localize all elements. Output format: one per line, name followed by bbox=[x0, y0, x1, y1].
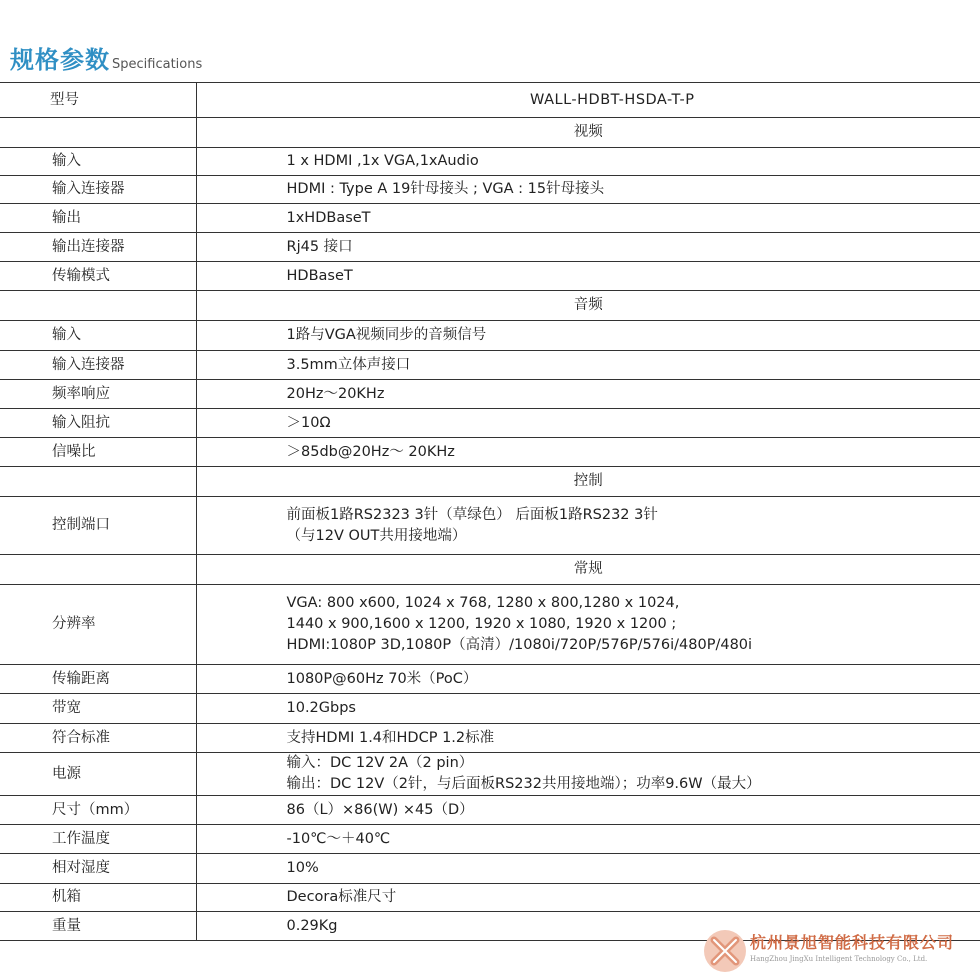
spec-value-line: VGA: 800 x600, 1024 x 768, 1280 x 800,1280 x 1024, bbox=[286, 595, 680, 611]
spec-label: 传输距离 bbox=[0, 665, 196, 694]
spec-label: 分辨率 bbox=[0, 585, 196, 665]
spec-value bbox=[196, 753, 980, 796]
spec-label: 机箱 bbox=[0, 884, 196, 912]
spec-value-line: 1路与VGA视频同步的音频信号 bbox=[286, 327, 487, 343]
spec-value-line: 20Hz～20KHz bbox=[286, 385, 385, 402]
section-title: 音频 bbox=[196, 291, 980, 321]
spec-label: 输入连接器 bbox=[0, 351, 196, 380]
spec-value-line: 输入：DC 12V 2A（2 pin） bbox=[286, 755, 474, 771]
spec-row bbox=[0, 585, 980, 665]
spec-value-line: 86（L）×86(W) ×45（D） bbox=[286, 801, 474, 818]
spec-row bbox=[0, 351, 980, 380]
spec-label: 输入 bbox=[0, 148, 196, 176]
spec-label: 控制端口 bbox=[0, 497, 196, 555]
spec-value bbox=[196, 262, 980, 291]
page-heading bbox=[10, 40, 202, 75]
spec-value-line: ＞10Ω bbox=[286, 414, 331, 431]
spec-value bbox=[196, 351, 980, 380]
spec-value bbox=[196, 694, 980, 724]
spec-value bbox=[196, 176, 980, 204]
section-header-row bbox=[0, 118, 980, 148]
section-title: 常规 bbox=[196, 555, 980, 585]
spec-label: 尺寸（mm） bbox=[0, 796, 196, 825]
spec-row bbox=[0, 176, 980, 204]
spec-value-line: Decora标准尺寸 bbox=[286, 889, 397, 905]
heading-title-en: Specifications bbox=[112, 57, 203, 72]
section-title: 视频 bbox=[196, 118, 980, 148]
spec-label: 电源 bbox=[0, 753, 196, 796]
spec-label: 频率响应 bbox=[0, 380, 196, 409]
section-header-row bbox=[0, 555, 980, 585]
company-name-cn: 杭州景旭智能科技有限公司 bbox=[750, 933, 955, 952]
spec-row bbox=[0, 497, 980, 555]
spec-row bbox=[0, 665, 980, 694]
spec-row bbox=[0, 796, 980, 825]
spec-row bbox=[0, 262, 980, 291]
spec-value-line: 0.29Kg bbox=[286, 917, 338, 934]
section-blank-cell bbox=[0, 467, 196, 497]
section-blank-cell bbox=[0, 291, 196, 321]
spec-row bbox=[0, 438, 980, 467]
spec-table-body bbox=[0, 83, 980, 941]
spec-value-line: 1 x HDMI ,1x VGA,1xAudio bbox=[286, 153, 479, 169]
spec-value-line: 输出：DC 12V（2针，与后面板RS232共用接地端）；功率9.6W（最大） bbox=[286, 776, 761, 792]
spec-value-line: HDMI:1080P 3D,1080P（高清）/1080i/720P/576P/576i/480P/480i bbox=[286, 637, 753, 653]
spec-row bbox=[0, 321, 980, 351]
model-label: 型号 bbox=[0, 83, 196, 118]
spec-value-line: 1440 x 900,1600 x 1200, 1920 x 1080, 1920 x 1200 ; bbox=[286, 616, 677, 632]
spec-value bbox=[196, 380, 980, 409]
spec-label: 符合标准 bbox=[0, 724, 196, 753]
company-footer bbox=[702, 928, 972, 974]
spec-label: 输出连接器 bbox=[0, 233, 196, 262]
section-blank-cell bbox=[0, 555, 196, 585]
spec-value bbox=[196, 321, 980, 351]
spec-row bbox=[0, 409, 980, 438]
spec-value-line: HDBaseT bbox=[286, 267, 353, 284]
spec-label: 输入 bbox=[0, 321, 196, 351]
spec-row bbox=[0, 380, 980, 409]
spec-label: 信噪比 bbox=[0, 438, 196, 467]
x-logo-icon bbox=[702, 928, 748, 974]
spec-value-line: Rj45 接口 bbox=[286, 238, 353, 255]
spec-value bbox=[196, 825, 980, 854]
spec-value bbox=[196, 497, 980, 555]
spec-value-line: 1xHDBaseT bbox=[286, 209, 371, 226]
spec-value-line: （与12V OUT共用接地端） bbox=[286, 527, 467, 544]
spec-table bbox=[0, 82, 980, 941]
spec-value-line: 前面板1路RS2323 3针（草绿色） 后面板1路RS232 3针 bbox=[286, 506, 658, 523]
spec-value-line: ＞85db@20Hz～ 20KHz bbox=[286, 443, 455, 460]
spec-value bbox=[196, 233, 980, 262]
spec-row bbox=[0, 694, 980, 724]
spec-label: 输入阻抗 bbox=[0, 409, 196, 438]
spec-value-line: 3.5mm立体声接口 bbox=[286, 356, 411, 373]
spec-label: 传输模式 bbox=[0, 262, 196, 291]
spec-value bbox=[196, 204, 980, 233]
section-blank-cell bbox=[0, 118, 196, 148]
spec-value bbox=[196, 148, 980, 176]
model-row bbox=[0, 83, 980, 118]
section-title: 控制 bbox=[196, 467, 980, 497]
spec-value-line: 支持HDMI 1.4和HDCP 1.2标准 bbox=[286, 729, 495, 746]
spec-row bbox=[0, 854, 980, 884]
spec-label: 相对湿度 bbox=[0, 854, 196, 884]
spec-label: 带宽 bbox=[0, 694, 196, 724]
spec-value-line: 1080P@60Hz 70米（PoC） bbox=[286, 670, 478, 687]
spec-value bbox=[196, 438, 980, 467]
section-header-row bbox=[0, 467, 980, 497]
spec-row bbox=[0, 753, 980, 796]
spec-value bbox=[196, 585, 980, 665]
section-header-row bbox=[0, 291, 980, 321]
spec-label: 重量 bbox=[0, 912, 196, 941]
spec-row bbox=[0, 204, 980, 233]
spec-value bbox=[196, 884, 980, 912]
spec-row bbox=[0, 724, 980, 753]
spec-label: 输入连接器 bbox=[0, 176, 196, 204]
spec-value bbox=[196, 665, 980, 694]
spec-label: 工作温度 bbox=[0, 825, 196, 854]
spec-value-line: 10.2Gbps bbox=[286, 700, 356, 716]
heading-title-cn: 规格参数 bbox=[10, 46, 110, 74]
spec-value-line: -10℃～＋40℃ bbox=[286, 830, 391, 847]
company-name-en: HangZhou JingXu Intelligent Technology Co., Ltd. bbox=[750, 955, 928, 963]
model-value: WALL-HDBT-HSDA-T-P bbox=[196, 83, 980, 118]
spec-row bbox=[0, 884, 980, 912]
spec-row bbox=[0, 825, 980, 854]
spec-row bbox=[0, 148, 980, 176]
spec-value bbox=[196, 409, 980, 438]
spec-value bbox=[196, 724, 980, 753]
spec-value-line: 10% bbox=[286, 860, 319, 876]
spec-value bbox=[196, 796, 980, 825]
spec-label: 输出 bbox=[0, 204, 196, 233]
spec-value bbox=[196, 854, 980, 884]
spec-value-line: HDMI : Type A 19针母接头 ; VGA : 15针母接头 bbox=[286, 181, 605, 197]
spec-row bbox=[0, 233, 980, 262]
